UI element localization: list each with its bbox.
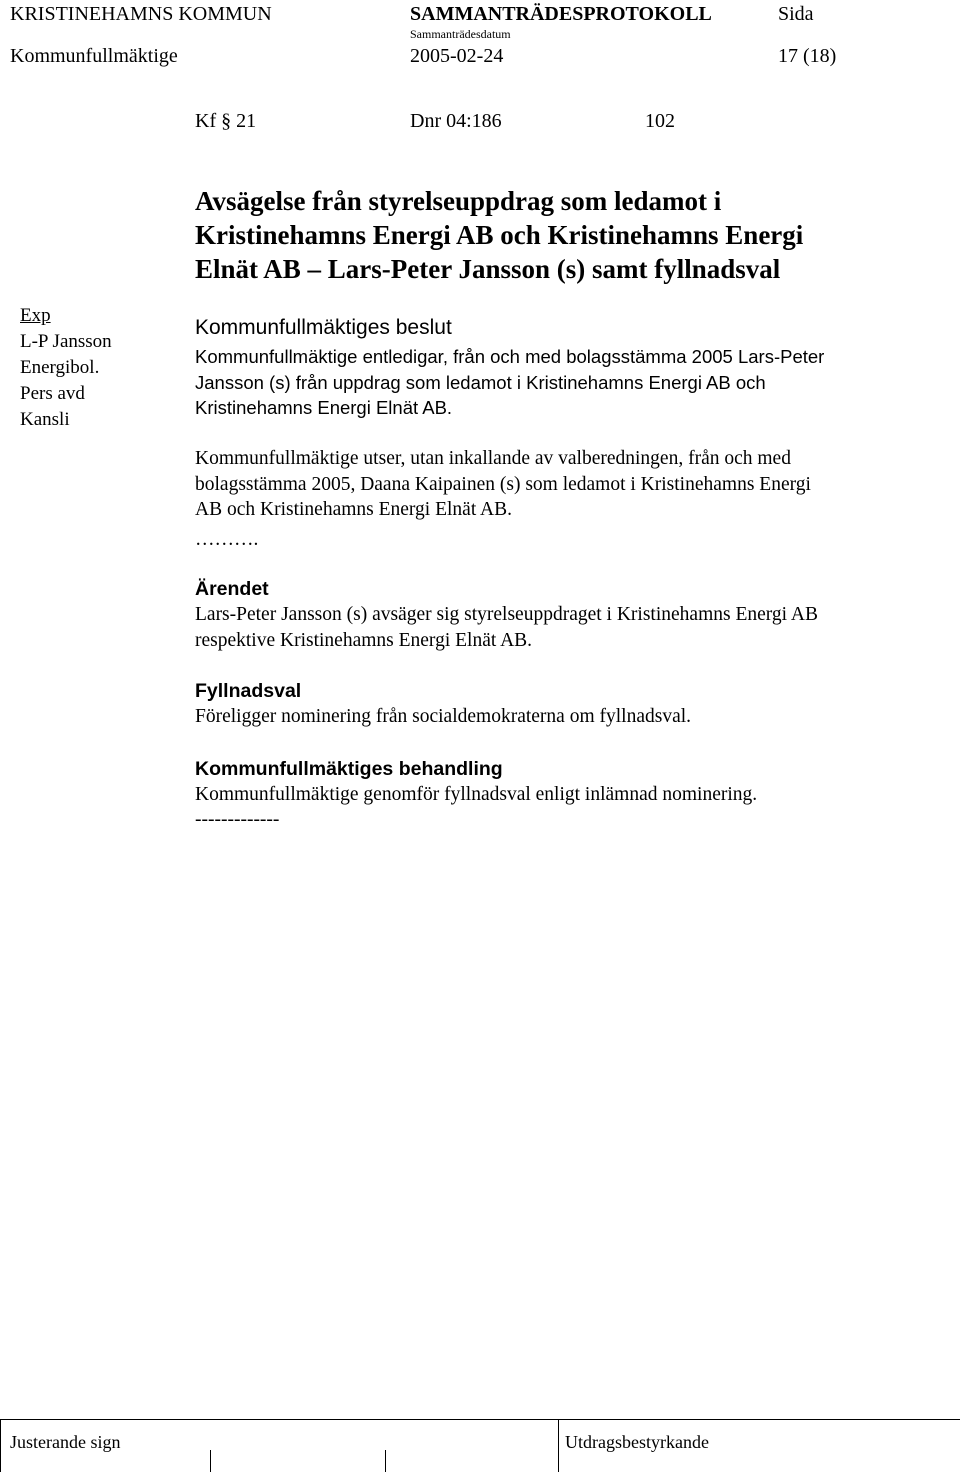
document-type: SAMMANTRÄDESPROTOKOLL — [410, 3, 712, 25]
org-name: KRISTINEHAMNS KOMMUN — [10, 3, 272, 25]
title-line-1: Avsägelse från styrelseuppdrag som ledamot i — [195, 186, 722, 216]
title-line-2: Kristinehamns Energi AB och Kristinehamns Energi — [195, 220, 804, 250]
page-title — [195, 184, 915, 286]
behandling-heading: Kommunfullmäktiges behandling — [195, 758, 503, 780]
signature-box-divider — [385, 1450, 386, 1472]
page-label: Sida — [778, 3, 814, 25]
end-marker: ------------- — [195, 809, 280, 830]
arendet-heading: Ärendet — [195, 578, 269, 600]
utdragsbestyrkande-label: Utdragsbestyrkande — [565, 1432, 709, 1452]
meeting-body: Kommunfullmäktige — [10, 45, 178, 67]
signature-box-divider — [210, 1450, 211, 1472]
paragraph-number: Kf § 21 — [195, 110, 257, 132]
page-number: 17 (18) — [778, 45, 837, 67]
text-line: Kommunfullmäktige entledigar, från och med bolagsstämma 2005 Lars-Peter — [195, 346, 825, 367]
fyllnadsval-text: Föreligger nominering från socialdemokraterna om fyllnadsval. — [195, 706, 692, 727]
sidebar-item: L-P Jansson — [20, 331, 112, 352]
distribution-sidebar — [20, 303, 160, 433]
decision-paragraph-2 — [195, 446, 935, 523]
title-line-3: Elnät AB – Lars-Peter Jansson (s) samt fyllnadsval — [195, 254, 781, 284]
text-line: Lars-Peter Jansson (s) avsäger sig styrelseuppdraget i Kristinehamns Energi AB — [195, 604, 818, 625]
footer-border-left — [0, 1419, 1, 1472]
text-line: bolagsstämma 2005, Daana Kaipainen (s) som ledamot i Kristinehamns Energi — [195, 473, 811, 495]
decision-paragraph-1 — [195, 344, 935, 421]
file-code: 102 — [645, 110, 675, 132]
text-line: respektive Kristinehamns Energi Elnät AB. — [195, 629, 533, 651]
sidebar-item: Kansli — [20, 409, 70, 430]
footer-border-middle — [558, 1419, 559, 1472]
decision-heading: Kommunfullmäktiges beslut — [195, 316, 452, 339]
sidebar-item: Energibol. — [20, 357, 100, 378]
fyllnadsval-heading: Fyllnadsval — [195, 680, 302, 702]
sidebar-label: Exp — [20, 305, 51, 326]
text-line: Jansson (s) från uppdrag som ledamot i Kristinehamns Energi AB och — [195, 371, 766, 393]
meeting-date: 2005-02-24 — [410, 45, 504, 67]
arendet-text — [195, 602, 935, 653]
diary-number: Dnr 04:186 — [410, 110, 502, 132]
text-line: Kristinehamns Energi Elnät AB. — [195, 397, 453, 418]
ellipsis-marker: ………. — [195, 529, 259, 550]
text-line: AB och Kristinehamns Energi Elnät AB. — [195, 499, 513, 520]
date-label: Sammanträdesdatum — [410, 27, 511, 41]
justerande-sign-label: Justerande sign — [10, 1432, 121, 1452]
behandling-text: Kommunfullmäktige genomför fyllnadsval enligt inlämnad nominering. — [195, 784, 758, 805]
text-line: Kommunfullmäktige utser, utan inkallande av valberedningen, från och med — [195, 448, 791, 469]
sidebar-item: Pers avd — [20, 383, 85, 404]
footer-divider — [0, 1419, 960, 1420]
